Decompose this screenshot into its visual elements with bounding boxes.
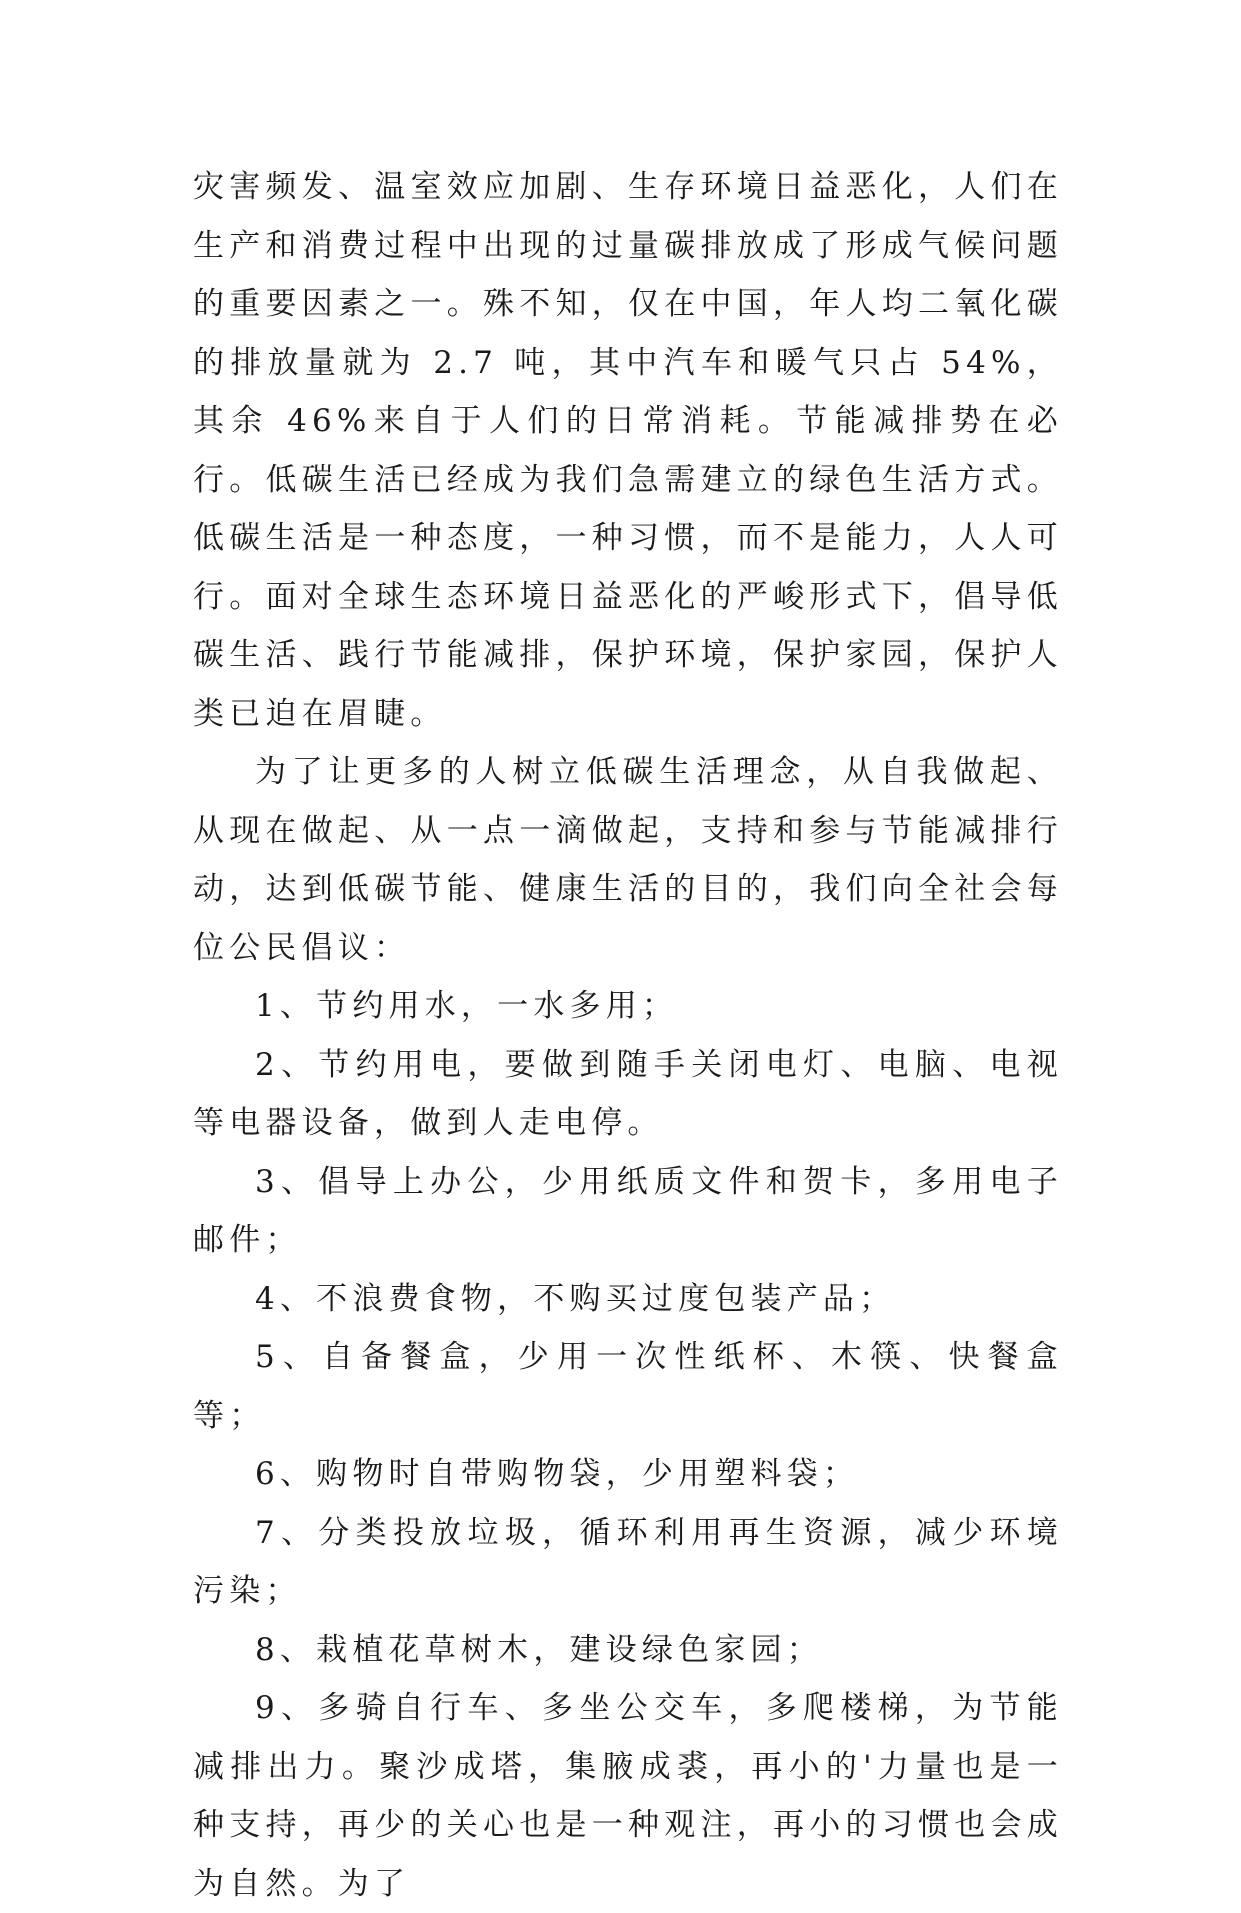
list-item: 1、节约用水，一水多用； — [255, 988, 679, 1024]
list-item: 2、节约用电，要做到随手关闭电灯、电脑、电视等电器设备，做到人走电停。 — [193, 1046, 1063, 1141]
list-item: 7、分类投放垃圾，循环利用再生资源，减少环境污染； — [193, 1514, 1063, 1609]
list-item: 5、自备餐盒，少用一次性纸杯、木筷、快餐盒等； — [193, 1339, 1063, 1434]
list-item: 6、购物时自带购物袋，少用塑料袋； — [255, 1456, 860, 1492]
paragraph-intro: 灾害频发、温室效应加剧、生存环境日益恶化，人们在生产和消费过程中出现的过量碳排放成了形成气候问题的重要因素之一。殊不知，仅在中国，年人均二氧化碳的排放量就为 2.7 吨，其中汽车和暖气只占 54%，其余 46%来自于人们的日常消耗。节能减排势在必行。低碳生活已经成为我们急需建立的绿色生活方式。低碳生活是一种态度，一种习惯，而不是能力，人人可行。面对全球生态环境日益恶化的严峻形式下，倡导低碳生活、践行节能减排，保护环境，保护家园，保护人类已迫在眉睫。 — [193, 169, 1063, 732]
list-item: 4、不浪费食物，不购买过度包装产品； — [255, 1280, 896, 1317]
document-body — [193, 158, 1063, 1913]
list-item: 8、栽植花草树木，建设绿色家园； — [255, 1631, 823, 1668]
list-item: 9、多骑自行车、多坐公交车，多爬楼梯，为节能减排出力。聚沙成塔，集腋成裘，再小的'力量也是一种支持，再少的关心也是一种观注，再小的习惯也会成为自然。为了 — [193, 1690, 1063, 1902]
paragraph-call-to-action: 为了让更多的人树立低碳生活理念，从自我做起、从现在做起、从一点一滴做起，支持和参与节能减排行动，达到低碳节能、健康生活的目的，我们向全社会每位公民倡议： — [193, 754, 1063, 966]
list-item: 3、倡导上办公，少用纸质文件和贺卡，多用电子邮件； — [193, 1163, 1063, 1258]
